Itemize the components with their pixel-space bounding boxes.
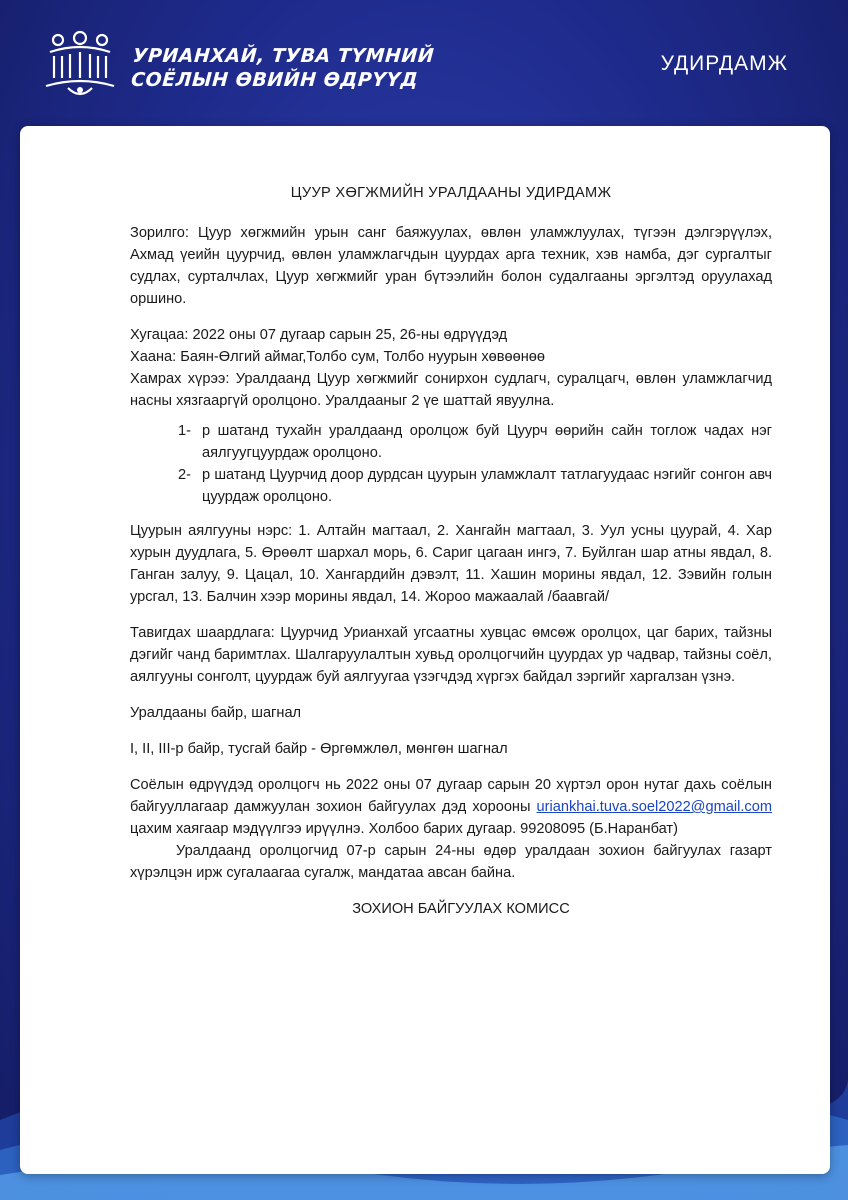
organization-logo bbox=[40, 30, 120, 100]
melodies-paragraph: Цуурын аялгууны нэрс: 1. Алтайн магтаал, 2. Хангайн магтаал, 3. Уул усны цуурай, 4. Хар хурын дуудлага, 5. Өрөөлт шархал морь, 6. Сариг цагаан ингэ, 7. Буйлган шар атны явдал, 8. Ганган залуу, 9. Цацал, 10. Хангардийн дэвэлт, 11. Хашин морины явдал, 12. Зэвийн голын урсгал, 13. Балчин хээр морины явдал, 14. Жороо мажаалай /баавгай/ bbox=[130, 523, 772, 605]
requirements-paragraph: Тавигдах шаардлага: Цуурчид Урианхай угсаатны хувцас өмсөж оролцох, цаг барих, тайзны дэгийг чанд баримтлах. Шалгаруулалтын хувьд оролцогчийн цуурдах ур чадвар, тайзны соёл, аялгууны сонголт, цуурдаж буй аялгуугаа үзэгчдэд хүргэх байдал зэргийг харгалзан үзнэ. bbox=[130, 625, 772, 685]
document-sheet bbox=[20, 126, 830, 1174]
document-type-label: УДИРДАМЖ bbox=[660, 52, 788, 75]
list-item-text: р шатанд тухайн уралдаанд оролцож буй Цуурч өөрийн сайн тоглож чадах нэг аялгуугцуурдаж оролцоно. bbox=[202, 423, 772, 461]
email-link[interactable]: uriankhai.tuva.soel2022@gmail.com bbox=[536, 799, 772, 815]
goal-paragraph: Зорилго: Цуур хөгжмийн урын санг баяжуулах, өвлөн уламжлуулах, түгээн дэлгэрүүлэх, Ахмад үеийн цуурчид, өвлөн уламжлагчдын цуурдах арга техник, хэв намба, дэг сургалтыг судлах, сурталчлах, Цуур хөгжмийг уран бүтээлийн болон судалгааны эргэлтэд оруулахад оршино. bbox=[130, 225, 772, 307]
list-item bbox=[130, 420, 772, 464]
time-line: Хугацаа: 2022 оны 07 дугаар сарын 25, 26-ны өдрүүдэд bbox=[130, 327, 508, 343]
registration-text: Соёлын өдрүүдэд оролцогч нь 2022 оны 07 дугаар сарын 20 хүртэл орон нутаг дахь соёлын байгууллагаар дамжуулан зохион байгуулах дэд хорооны bbox=[130, 777, 772, 815]
stages-list bbox=[130, 420, 772, 508]
place-line: Хаана: Баян-Өлгий аймаг,Толбо сум, Толбо нуурын хөвөөнөө bbox=[130, 349, 546, 365]
arrival-paragraph: Уралдаанд оролцогчид 07-р сарын 24-ны өдөр уралдаан зохион байгуулах газарт хүрэлцэн ирж сугалаагаа сугалж, мандатаа авсан байна. bbox=[130, 843, 772, 881]
document-title: ЦУУР ХӨГЖМИЙН УРАЛДААНЫ УДИРДАМЖ bbox=[290, 185, 612, 201]
registration-paragraph bbox=[130, 774, 772, 840]
page-header bbox=[0, 0, 848, 125]
list-item-number: 1- bbox=[178, 423, 191, 439]
document-body bbox=[130, 182, 772, 920]
organization-name bbox=[130, 44, 435, 92]
registration-contact-text: цахим хаягаар мэдүүлгээ ирүүлнэ. Холбоо барих дугаар. 99208095 (Б.Наранбат) bbox=[130, 821, 678, 837]
list-item-number: 2- bbox=[178, 467, 191, 483]
list-item bbox=[130, 464, 772, 508]
organization-name-line-1: УРИАНХАЙ, ТУВА ТҮМНИЙ bbox=[132, 45, 436, 67]
list-item-text: р шатанд Цуурчид доор дурдсан цуурын уламжлалт татлагуудаас нэгийг сонгон авч цуурдаж оролцоно. bbox=[202, 467, 772, 505]
signature: ЗОХИОН БАЙГУУЛАХ КОМИСС bbox=[352, 901, 570, 917]
prizes-line: I, II, III-р байр, тусгай байр - Өргөмжлөл, мөнгөн шагнал bbox=[130, 741, 508, 757]
scope-paragraph: Хамрах хүрээ: Уралдаанд Цуур хөгжмийг сонирхон судлагч, суралцагч, өвлөн уламжлагчид насны хязгааргүй оролцоно. Уралдааныг 2 үе шаттай явуулна. bbox=[130, 371, 772, 409]
organization-name-line-2: СОЁЛЫН ӨВИЙН ӨДРҮҮД bbox=[130, 69, 419, 91]
prizes-heading: Уралдааны байр, шагнал bbox=[130, 705, 302, 721]
